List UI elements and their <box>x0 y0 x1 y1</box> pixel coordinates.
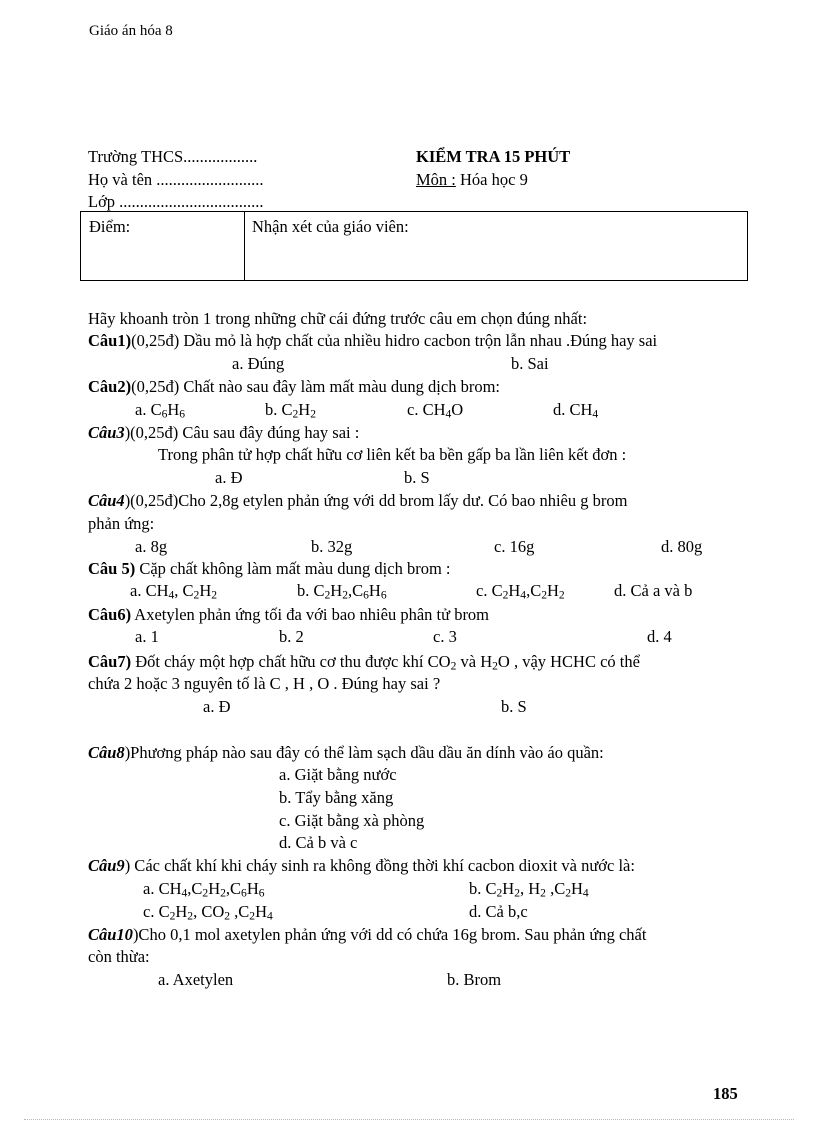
formula: $C_6H_6$ <box>150 400 186 421</box>
question-1 <box>88 330 657 352</box>
score-label: Điểm: <box>89 217 131 236</box>
subject-value: Hóa học 9 <box>460 170 528 189</box>
question-text: Axetylen phản ứng tối đa với bao nhiêu phân tử brom <box>131 605 490 624</box>
question-6 <box>88 604 489 626</box>
formula: $CH_4,C_2H_2,C_6H_6$ <box>158 879 265 900</box>
score-divider <box>244 212 245 280</box>
subject-line <box>416 169 528 191</box>
question-label: Câu1) <box>88 331 132 350</box>
question-points: (0,25đ) <box>131 331 180 350</box>
question-10 <box>88 924 646 946</box>
q6-option-d[interactable]: d. 4 <box>647 627 672 646</box>
q7-text-cont: chứa 2 hoặc 3 nguyên tố là C , H , O . Đúng hay sai ? <box>88 674 441 693</box>
q6-option-b[interactable]: b. 2 <box>279 627 304 646</box>
score-box <box>80 211 748 281</box>
q9-option-a[interactable]: a. $CH_4,C_2H_2,C_6H_6$ <box>143 879 265 900</box>
question-9 <box>88 855 635 877</box>
q3-statement: Trong phân tử hợp chất hữu cơ liên kết ba bền gấp ba lần liên kết đơn : <box>158 445 627 464</box>
instruction: Hãy khoanh tròn 1 trong những chữ cái đứng trước câu em chọn đúng nhất: <box>88 309 588 328</box>
formula: $C_2H_4,C_2H_2$ <box>491 581 565 602</box>
question-text: Chất nào sau đây làm mất màu dung dịch brom: <box>179 377 500 396</box>
q2-option-d[interactable]: d. $CH_4$ <box>553 400 599 421</box>
q3-option-b[interactable]: b. S <box>404 468 430 487</box>
question-label: Câu9 <box>88 856 125 875</box>
q9-option-c[interactable]: c. $C_2H_2$, $CO_2$ $,C_2H_4$ <box>143 902 273 923</box>
q4-option-b[interactable]: b. 32g <box>311 537 353 556</box>
q2-option-a[interactable]: a. $C_6H_6$ <box>135 400 186 421</box>
q4-option-a[interactable]: a. 8g <box>135 537 168 556</box>
class-line: Lớp ................................... <box>88 192 264 211</box>
question-label: Câu2) <box>88 377 132 396</box>
question-5 <box>88 558 451 580</box>
question-4 <box>88 490 627 512</box>
subject-label: Môn : <box>416 170 456 189</box>
question-text: Dầu mỏ là hợp chất của nhiều hidro cacbon trộn lẫn nhau .Đúng hay sai <box>179 331 658 350</box>
question-label: Câu7) <box>88 652 132 671</box>
exam-title: KIỂM TRA 15 PHÚT <box>416 147 571 166</box>
q8-option-d[interactable]: d. Cả b và c <box>279 833 358 852</box>
q5-option-a[interactable]: a. $CH_4$, $C_2H_2$ <box>130 581 218 602</box>
q5-option-c[interactable]: c. $C_2H_4,C_2H_2$ <box>476 581 565 602</box>
question-2 <box>88 376 500 398</box>
question-text: )Cho 0,1 mol axetylen phản ứng với dd có chứa 16g brom. Sau phản ứng chất <box>132 925 647 944</box>
q7-option-b[interactable]: b. S <box>501 697 527 716</box>
formula: $H_2O$ <box>480 652 510 673</box>
question-label: Câu4 <box>88 491 125 510</box>
question-text: ) Các chất khí khi cháy sinh ra không đồng thời khí cacbon dioxit và nước là: <box>124 856 635 875</box>
question-points: )(0,25đ) <box>124 491 179 510</box>
q4-text-cont: phản ứng: <box>88 514 155 533</box>
q8-option-c[interactable]: c. Giặt bằng xà phòng <box>279 811 425 830</box>
q9-option-b[interactable]: b. $C_2H_2$, $H_2$ $,C_2H_4$ <box>469 879 589 900</box>
q8-option-b[interactable]: b. Tẩy bằng xăng <box>279 788 394 807</box>
q6-option-a[interactable]: a. 1 <box>135 627 159 646</box>
formula: $CH_4O$ <box>422 400 464 421</box>
question-label: Câu 5) <box>88 559 136 578</box>
question-text: Cho 2,8g etylen phản ứng với dd brom lấy dư. Có bao nhiêu g brom <box>178 491 628 510</box>
q4-option-c[interactable]: c. 16g <box>494 537 535 556</box>
page-number: 185 <box>713 1084 738 1103</box>
q10-text-cont: còn thừa: <box>88 947 150 966</box>
q1-option-b[interactable]: b. Sai <box>511 354 549 373</box>
q4-option-d[interactable]: d. 80g <box>661 537 703 556</box>
question-8 <box>88 742 604 764</box>
question-text: )Phương pháp nào sau đây có thể làm sạch dầu dầu ăn dính vào áo quần: <box>124 743 604 762</box>
q3-option-a[interactable]: a. Đ <box>215 468 243 487</box>
question-label: Câu8 <box>88 743 125 762</box>
q10-option-a[interactable]: a. Axetylen <box>158 970 234 989</box>
q1-option-a[interactable]: a. Đúng <box>232 354 285 373</box>
formula: $C_2H_2$ <box>281 400 316 421</box>
running-header: Giáo án hóa 8 <box>89 23 173 39</box>
q2-option-c[interactable]: c. $CH_4O$ <box>407 400 464 421</box>
question-text: Cặp chất không làm mất màu dung dịch brom : <box>135 559 451 578</box>
name-line: Họ và tên .......................... <box>88 170 264 189</box>
comment-label: Nhận xét của giáo viên: <box>252 217 409 236</box>
question-points: )(0,25đ) <box>124 423 179 442</box>
question-points: (0,25đ) <box>131 377 180 396</box>
formula: $CO_2$ <box>427 652 457 673</box>
question-label: Câu10 <box>88 925 133 944</box>
q9-option-d[interactable]: d. Cả b,c <box>469 902 528 921</box>
question-7: Câu7) Đốt cháy một hợp chất hữu cơ thu được khí $CO_2$ và $H_2O$ , vậy HCHC có thể <box>88 652 640 673</box>
q8-option-a[interactable]: a. Giặt bằng nước <box>279 765 397 784</box>
formula: $CH_4$, $C_2H_2$ <box>145 581 218 602</box>
formula: $C_2H_2$, $H_2$ $,C_2H_4$ <box>485 879 589 900</box>
formula: $C_2H_2,C_6H_6$ <box>313 581 387 602</box>
q2-option-b[interactable]: b. $C_2H_2$ <box>265 400 316 421</box>
q6-option-c[interactable]: c. 3 <box>433 627 457 646</box>
question-3 <box>88 422 359 444</box>
q5-option-d[interactable]: d. Cả a và b <box>614 581 693 600</box>
question-label: Câu6) <box>88 605 132 624</box>
formula: $CH_4$ <box>569 400 599 421</box>
school-line: Trường THCS.................. <box>88 147 258 166</box>
formula: $C_2H_2$, $CO_2$ $,C_2H_4$ <box>158 902 273 923</box>
q7-option-a[interactable]: a. Đ <box>203 697 231 716</box>
q5-option-b[interactable]: b. $C_2H_2,C_6H_6$ <box>297 581 387 602</box>
question-text: Câu sau đây đúng hay sai : <box>178 423 360 442</box>
question-label: Câu3 <box>88 423 125 442</box>
footer-divider <box>24 1119 794 1120</box>
q10-option-b[interactable]: b. Brom <box>447 970 502 989</box>
